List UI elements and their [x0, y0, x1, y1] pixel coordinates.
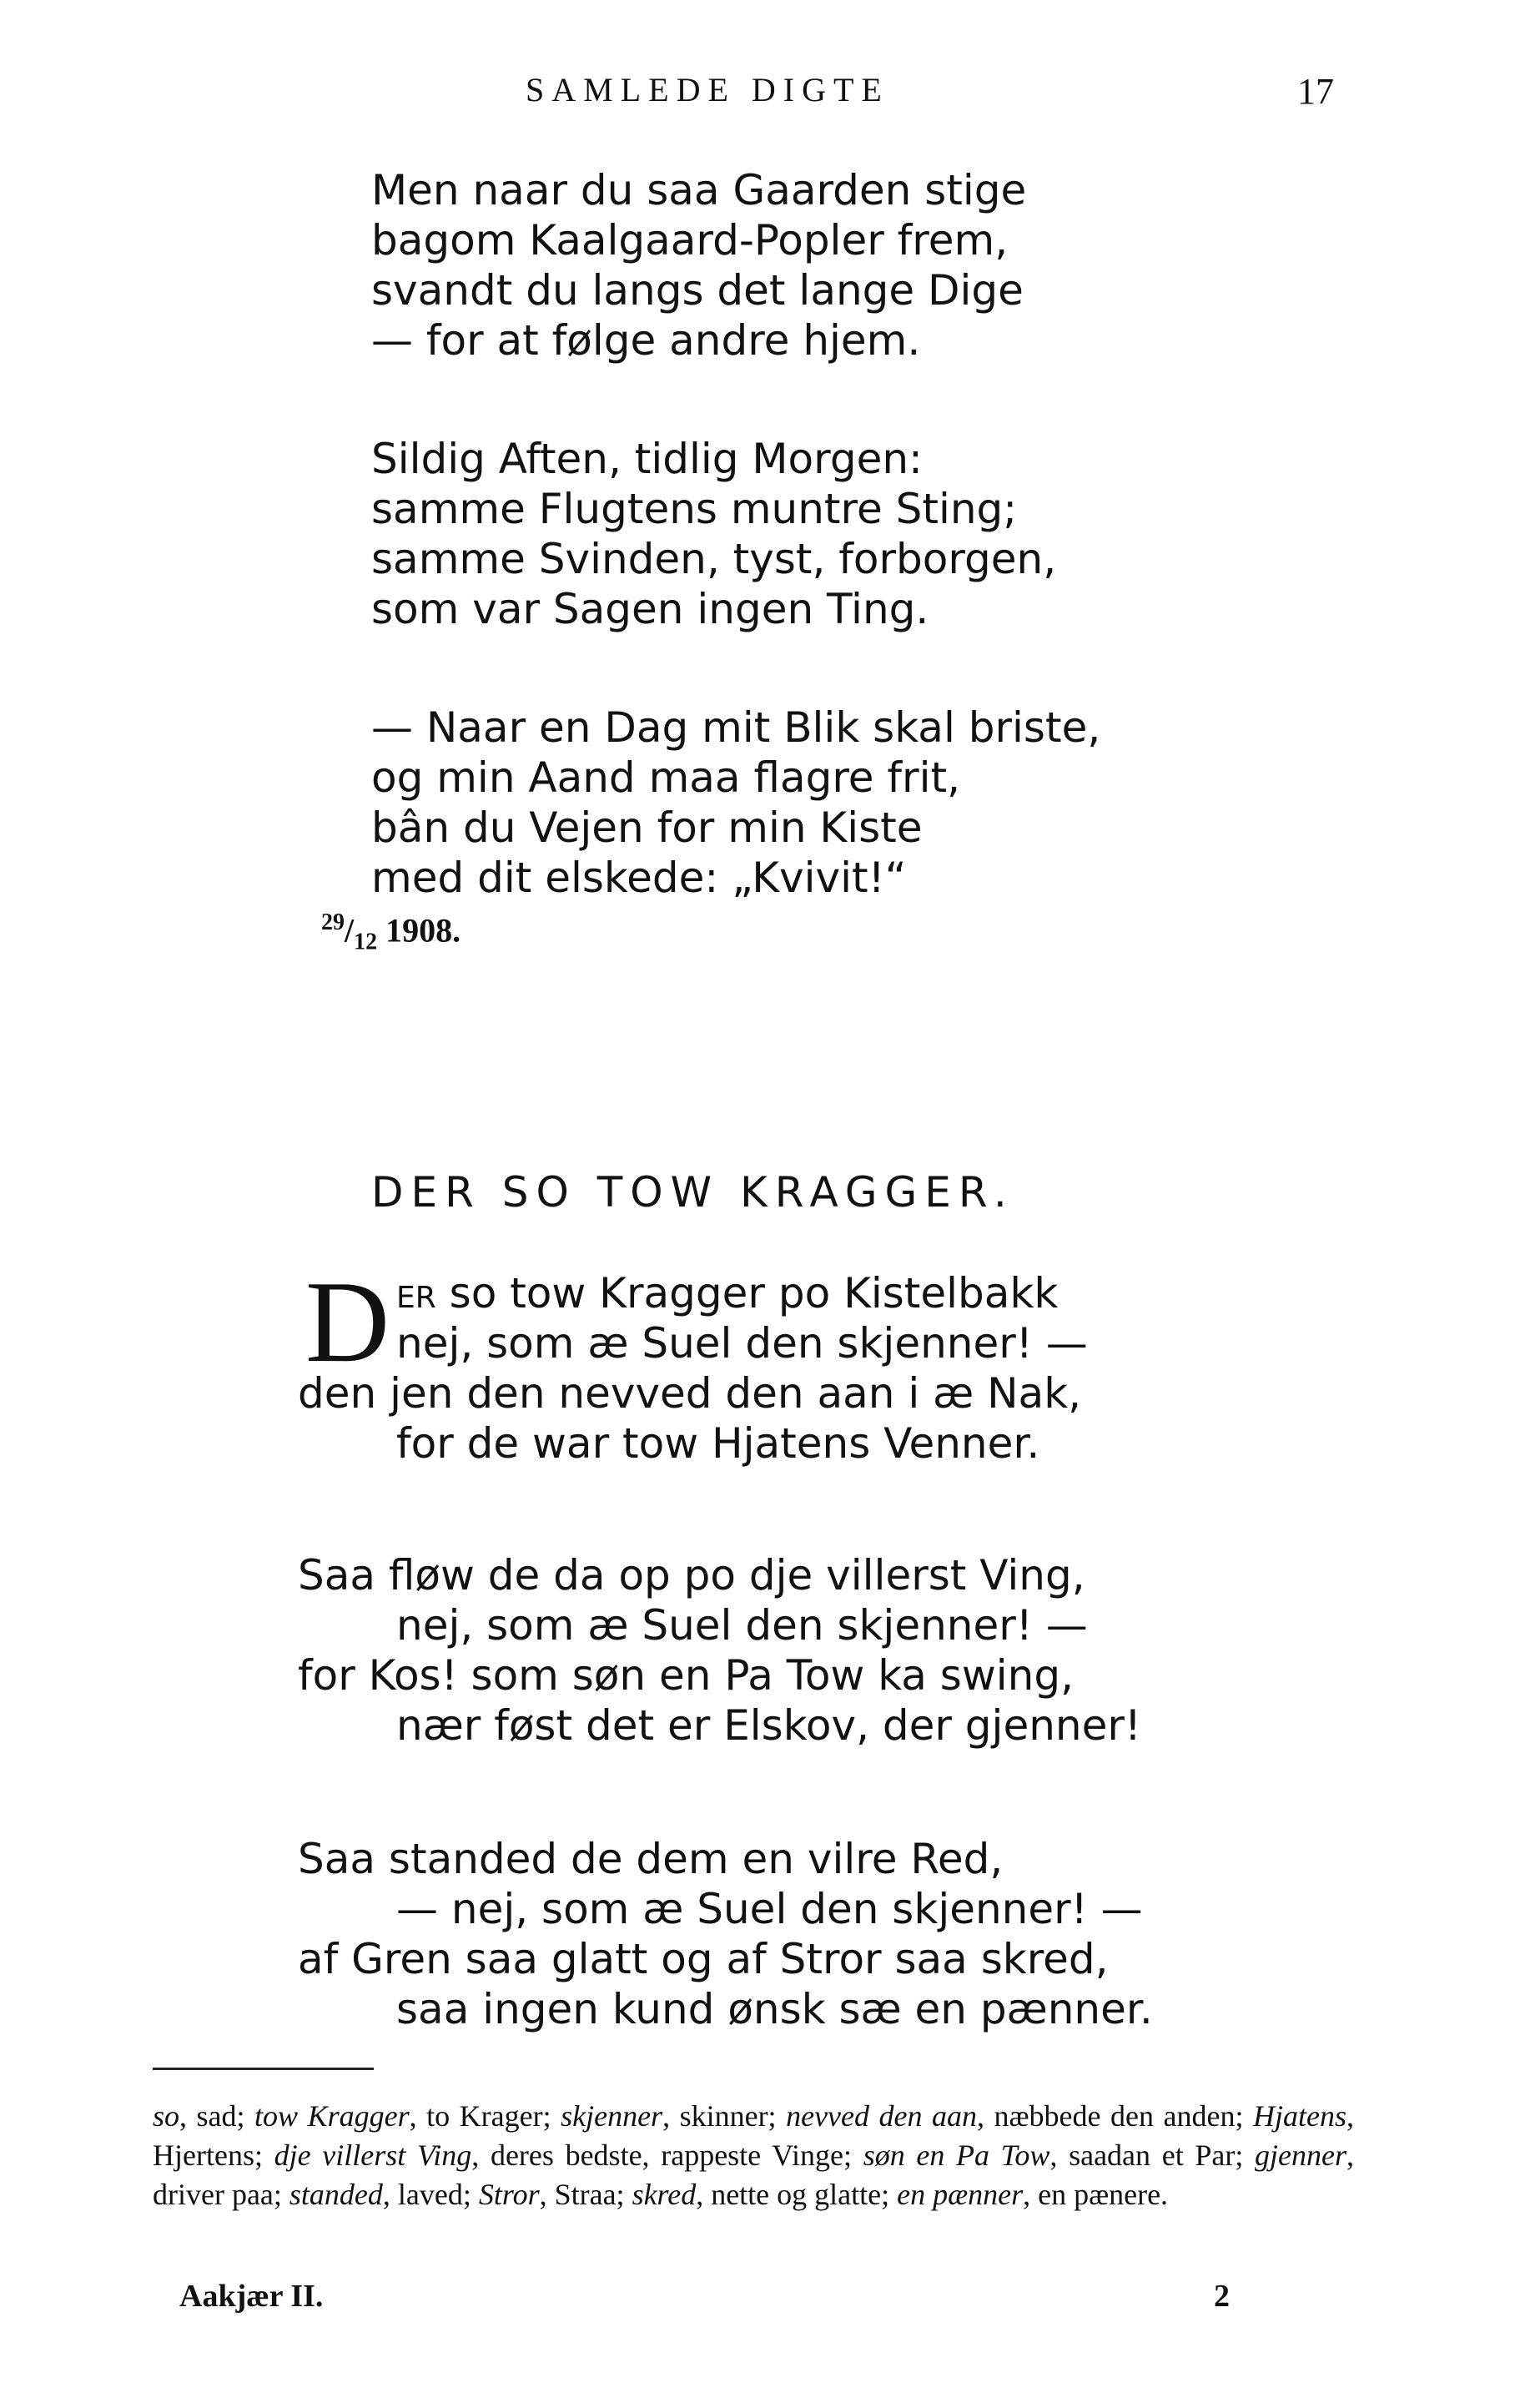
footnote-gloss: , sad;	[179, 2099, 255, 2133]
verse-line: samme Flugtens muntre Sting;	[371, 485, 1018, 533]
footnote-gloss: , to Krager;	[409, 2099, 561, 2133]
footnote-term: nevved den aan	[786, 2099, 978, 2133]
footnote-term: dje villerst Ving	[274, 2138, 472, 2172]
footnote-gloss: , nette og glatte;	[696, 2178, 898, 2211]
poem1-stanza-3	[371, 703, 1100, 903]
verse-line: — for at følge andre hjem.	[371, 316, 921, 365]
footnote-gloss: , deres bedste, rappeste Vinge;	[471, 2138, 863, 2172]
footnote-term: Stror	[478, 2178, 540, 2211]
verse-line: Men naar du saa Gaarden stige	[371, 166, 1027, 214]
verse-line: den jen den nevved den aan i æ Nak,	[298, 1369, 1082, 1418]
verse-line: — nej, som æ Suel den skjenner! —	[396, 1885, 1143, 1933]
footnote-term: skjenner	[561, 2099, 663, 2133]
verse-line: og min Aand maa flagre frit,	[371, 753, 960, 802]
footnote	[153, 2097, 1354, 2214]
poem1-stanza-1	[371, 165, 1026, 365]
date-month: 12	[354, 929, 378, 955]
sheet-number: 2	[1214, 2279, 1230, 2314]
poem-date: $^{29}/_{12}$ 1908.	[321, 909, 461, 955]
poem2-stanza-1	[298, 1318, 1088, 1468]
footnote-term: en pænner	[897, 2178, 1024, 2211]
verse-line: svandt du langs det lange Dige	[371, 266, 1024, 315]
verse-line: samme Svinden, tyst, forborgen,	[371, 535, 1057, 583]
footnote-gloss: , Straa;	[539, 2178, 632, 2211]
poem2-first-line	[396, 1268, 1058, 1323]
poem2-stanza-3	[298, 1834, 1153, 2034]
verse-line: nær føst det er Elskov, der gjenner!	[396, 1701, 1141, 1750]
verse-line: nej, som æ Suel den skjenner! —	[396, 1319, 1088, 1368]
verse-line: saa ingen kund ønsk sæ en pænner.	[396, 1985, 1153, 2033]
poem2-stanza-2	[298, 1550, 1141, 1751]
footnote-term: søn en Pa Tow	[863, 2138, 1050, 2172]
poem1-stanza-2	[371, 434, 1056, 634]
date-day: 29	[321, 909, 345, 935]
first-line-rest: so tow Kragger po Kistelbakk	[435, 1269, 1059, 1317]
footnote-term: skred	[632, 2178, 697, 2211]
signature-mark: Aakjær II.	[179, 2279, 324, 2314]
verse-line: Saa fløw de da op po dje villerst Ving,	[298, 1551, 1085, 1599]
date-year: 1908.	[385, 911, 461, 950]
verse-line: bagom Kaalgaard-Popler frem,	[371, 216, 1009, 264]
footnote-gloss: , skinner;	[662, 2099, 787, 2133]
page-number: 17	[1297, 71, 1334, 112]
footnote-gloss: , en pænere.	[1023, 2178, 1169, 2211]
footnote-term: tow Kragger	[254, 2099, 410, 2133]
verse-line: Saa standed de dem en vilre Red,	[298, 1835, 1004, 1883]
footnote-term: standed	[289, 2178, 383, 2211]
verse-line: med dit elskede: „Kvivit!“	[371, 854, 907, 902]
footnote-gloss: , næbbede den anden;	[977, 2099, 1254, 2133]
drop-cap: D	[305, 1257, 390, 1387]
verse-line: nej, som æ Suel den skjenner! —	[396, 1601, 1088, 1650]
footnote-term: Hjatens	[1253, 2099, 1347, 2133]
running-title: SAMLEDE DIGTE	[526, 71, 889, 108]
footnote-term: so	[153, 2099, 180, 2133]
verse-line: — Naar en Dag mit Blik skal briste,	[371, 703, 1101, 752]
footnote-rule	[153, 2068, 374, 2070]
verse-line: for de war tow Hjatens Venner.	[396, 1419, 1040, 1468]
footnote-gloss: , Hjertens;	[153, 2099, 1355, 2172]
footnote-term: gjenner	[1255, 2138, 1346, 2172]
verse-line: af Gren saa glatt og af Stror saa skred,	[298, 1935, 1109, 1983]
verse-line: bân du Vejen for min Kiste	[371, 804, 923, 852]
footnote-gloss: , saadan et Par;	[1049, 2138, 1256, 2172]
poem-title: DER SO TOW KRAGGER.	[371, 1168, 1014, 1217]
verse-line: for Kos! som søn en Pa Tow ka swing,	[298, 1651, 1074, 1700]
verse-line: Sildig Aften, tidlig Morgen:	[371, 435, 923, 483]
footnote-gloss: , driver paa;	[153, 2138, 1354, 2211]
footnote-gloss: , laved;	[382, 2178, 479, 2211]
verse-line	[396, 1268, 1058, 1323]
small-caps: ER	[396, 1281, 436, 1315]
verse-line: som var Sagen ingen Ting.	[371, 585, 929, 633]
